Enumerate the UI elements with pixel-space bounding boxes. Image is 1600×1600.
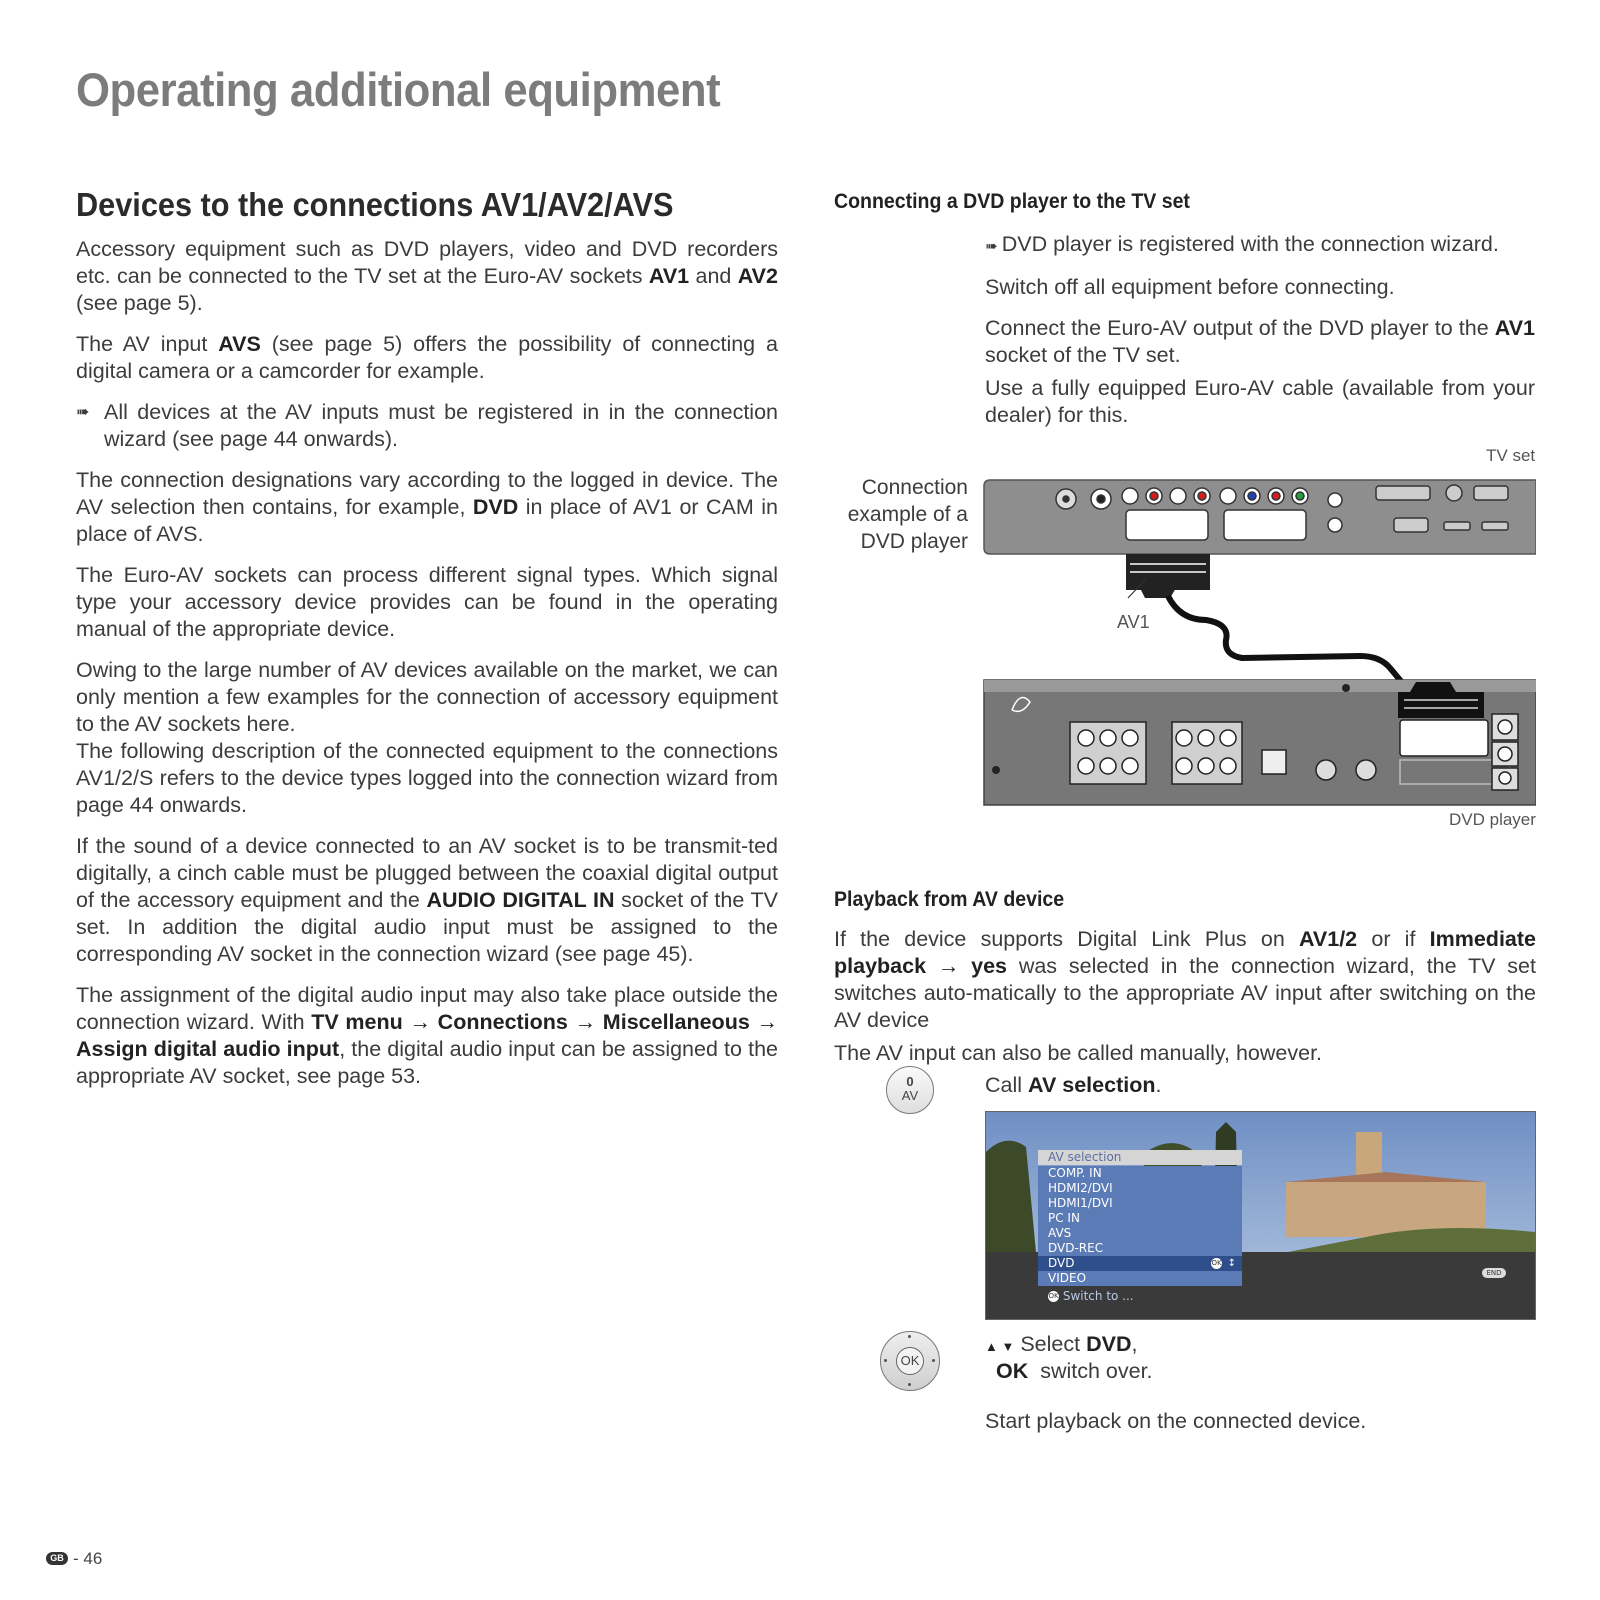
paragraph-examples: Owing to the large number of AV devices available on the market, we can only mention a few examples for the connection of accessory equipment to the AV sockets here. [76,658,778,736]
select-dvd-instruction: ▲ ▼ Select DVD, [985,1332,1138,1356]
end-badge: END [1482,1268,1506,1278]
playback-text [834,926,1536,1081]
ok-icon: OK [1211,1259,1222,1267]
ok-switch-instruction: OK switch over. [996,1359,1153,1383]
heading-connect-dvd: Connecting a DVD player to the TV set [834,190,1190,213]
connection-example-label: Connection example of a DVD player [847,476,968,553]
paragraph-accessory: Accessory equipment such as DVD players, video and DVD recorders etc. can be connected to the TV set at the Euro-AV sockets AV1 and AV2 (see page 5). [76,237,778,315]
ok-navigation-key-icon [880,1331,940,1391]
paragraph-signal-types: The Euro-AV sockets can process different signal types. Which signal type your accessory device provides can be found in the operating manual of the appropriate device. [76,563,778,641]
paragraph-assignment: The assignment of the digital audio input may also take place outside the connection wizard. With TV menu → Connections → Miscellaneous → Assign digital audio input, the digital audio input can be assigned to the appropriate AV socket, see page 53. [76,983,778,1088]
switch-off-text: Switch off all equipment before connecting. [985,275,1395,299]
av-selection-menu [1038,1150,1242,1320]
paragraph-designations: The connection designations vary according to the logged in device. The AV selection then contains, for example, DVD in place of AV1 or CAM in place of AVS. [76,468,778,546]
av-menu-item[interactable]: DVD-REC [1038,1241,1242,1256]
av-menu-item[interactable]: VIDEO [1038,1271,1242,1286]
ok-icon: OK [1048,1292,1059,1300]
manual-call-text: The AV input can also be called manually, however. [834,1041,1323,1065]
av-menu-item[interactable]: HDMI2/DVI [1038,1181,1242,1196]
scart-plug-dvd [1398,692,1484,718]
arrow-icon: ➠ [985,238,1002,255]
tv-screen [985,1111,1536,1320]
digital-link-text: If the device supports Digital Link Plus on AV1/2 or if Immediate playback → yes was selected in the connection wizard, the TV set switches auto-matically to the appropriate AV input after switching on the AV device [834,927,1536,1032]
arrow-icon: ➠ [76,404,90,421]
page-number: - 46 [73,1549,103,1568]
left-column [76,236,778,1104]
scart-cable [1168,596,1410,692]
connect-instructions [985,231,1535,443]
section-title: Devices to the connections AV1/AV2/AVS [76,186,674,223]
note-registered: ➠ All devices at the AV inputs must be registered in in the connection wizard (see page 44 onwards). [76,400,778,451]
country-badge: GB [46,1552,68,1565]
av-key-icon: 0 AV [886,1066,934,1114]
up-down-arrows-icon: ▲ ▼ [985,1339,1015,1354]
note-dvd-registered: ➠ DVD player is registered with the connection wizard. [985,232,1499,256]
connect-text: Connect the Euro-AV output of the DVD player to the AV1 socket of the TV set. [985,316,1535,367]
paragraph-avs: The AV input AVS (see page 5) offers the possibility of connecting a digital camera or a camcorder for example. [76,332,778,383]
dvd-player-label: DVD player [1449,810,1536,829]
av-menu-item[interactable]: PC IN [1038,1211,1242,1226]
heading-playback: Playback from AV device [834,888,1065,911]
av-menu-item[interactable]: COMP. IN [1038,1166,1242,1181]
call-av-selection: Call AV selection. [985,1073,1162,1097]
av-menu-title: AV selection [1038,1150,1242,1165]
paragraph-digital-sound: If the sound of a device connected to an AV socket is to be transmit-ted digitally, a cinch cable must be plugged between the coaxial digital output of the accessory equipment and the AUDIO DIGITAL IN socket of the TV set. In addition the digital audio input must be assigned to the corresponding AV socket in the connection wizard (see page 45). [76,834,778,966]
av-menu-item[interactable]: DVD OK ↕ [1038,1256,1242,1271]
av-menu-item[interactable]: AVS [1038,1226,1242,1241]
start-playback-text: Start playback on the connected device. [985,1409,1367,1433]
up-down-icon: ↕ [1227,1258,1236,1269]
av-menu-item[interactable]: HDMI1/DVI [1038,1196,1242,1211]
ok-key-center: OK [896,1347,924,1375]
tv-set-label: TV set [1486,446,1536,465]
paragraph-description: The following description of the connected equipment to the connections AV1/2/S refers to the device types logged into the connection wizard from page 44 onwards. [76,739,778,817]
switch-to-hint: OK Switch to ... [1048,1289,1134,1303]
page-title: Operating additional equipment [76,63,721,116]
connection-diagram [980,470,1536,810]
av1-label: AV1 [1117,612,1150,632]
cable-text: Use a fully equipped Euro-AV cable (available from your dealer) for this. [985,376,1535,427]
